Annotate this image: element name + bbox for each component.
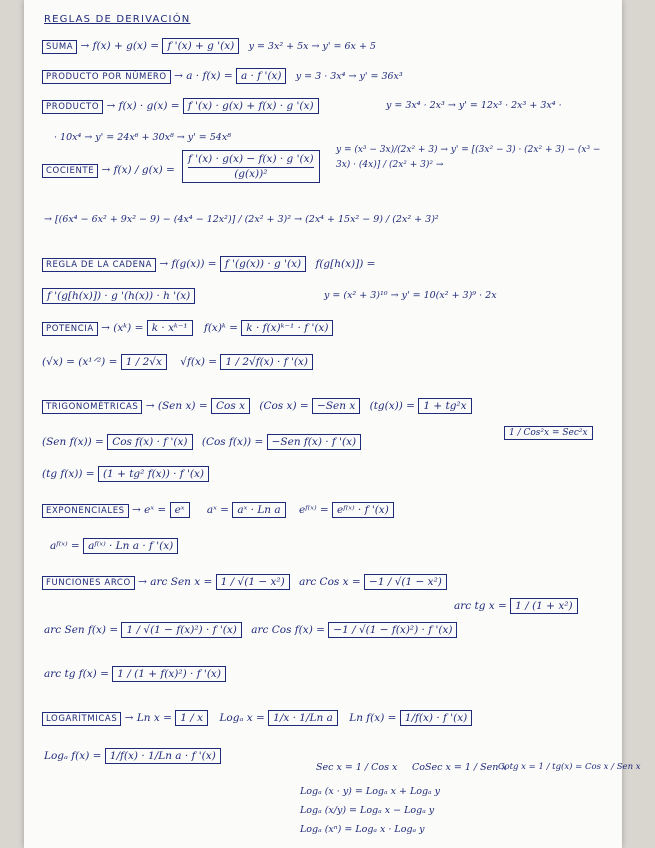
trig-tgf: (tg f(x)) = (42, 468, 98, 480)
trig-senf: (Sen f(x)) = (42, 436, 108, 448)
expo-line: EXPONENCIALES → eˣ = eˣ aˣ = aˣ · Ln a eᶠ⁽ˣ⁾ = eᶠ⁽ˣ⁾ · f '(x) (42, 504, 394, 516)
expo-ax: aˣ = (206, 504, 233, 516)
trig-tg-alt-box: 1 / Cos²x = Sec²x (504, 426, 593, 440)
identity-cotg: Cotg x = 1 / tg(x) = Cos x / Sen x (498, 762, 641, 772)
log-line: LOGARÍTMICAS → Ln x = 1 / x Logₐ x = 1/x · 1/Ln a Ln f(x) = 1/f(x) · f '(x) (42, 712, 472, 724)
expo-ex-result: eˣ (170, 502, 190, 518)
cociente-rule: f(x) / g(x) = (113, 164, 175, 176)
identity-log-power: Logₐ (xⁿ) = Logₐ x · Logₐ y (300, 824, 425, 835)
trig-tg: (tg(x)) = (369, 400, 419, 412)
expo-label: EXPONENCIALES (42, 504, 129, 518)
arco-atgf-line (44, 668, 226, 680)
page-title: REGLAS DE DERIVACIÓN (44, 14, 191, 25)
producto-numero-example: y = 3 · 3x⁴ → y' = 36x³ (295, 71, 403, 82)
expo-af-line (50, 540, 178, 552)
trig-tg-result: 1 + tg²x (418, 398, 471, 414)
producto-line: PRODUCTO → f(x) · g(x) = f '(x) · g(x) + f(x) · g '(x) (42, 100, 319, 112)
cadena-line: REGLA DE LA CADENA → f(g(x)) = f '(g(x)) · g '(x) f(g[h(x)]) = (42, 258, 375, 270)
log-loga-result: 1/x · 1/Ln a (268, 710, 338, 726)
producto-example-cont: · 10x⁴ → y' = 24x⁶ + 30x⁸ → y' = 54x⁸ (54, 132, 232, 143)
arco-acos: arc Cos x = (299, 576, 365, 588)
cadena-rule: f(g(x)) = (171, 258, 220, 270)
log-lnf-result: 1/f(x) · f '(x) (400, 710, 472, 726)
arco-asen-result: 1 / √(1 − x²) (216, 574, 290, 590)
suma-result: f '(x) + g '(x) (162, 38, 239, 54)
trig-cos-result: −Sen x (312, 398, 360, 414)
cociente-example-cont: → [(6x⁴ − 6x² + 9x² − 9) − (4x⁴ − 12x²)] / (2x² + 3)² → (2x⁴ + 15x² − 9) / (2x² + 3)² (44, 214, 439, 225)
suma-example: y = 3x² + 5x → y' = 6x + 5 (248, 41, 376, 52)
arco-atg-result: 1 / (1 + x²) (510, 598, 577, 614)
arco-asenf: arc Sen f(x) = (44, 624, 122, 636)
cociente-result-numerator: f '(x) · g(x) − f(x) · g '(x) (188, 153, 314, 165)
potencia-root-line (42, 356, 313, 368)
expo-ef: eᶠ⁽ˣ⁾ = (299, 504, 333, 516)
cadena-rule2: f(g[h(x)]) = (315, 258, 376, 270)
log-loga: Logₐ x = (219, 712, 269, 724)
suma-label: SUMA (42, 40, 77, 54)
producto-label: PRODUCTO (42, 100, 103, 114)
producto-numero-rule: a · f(x) = (186, 70, 236, 82)
potencia-rule: (xᵏ) = (113, 322, 147, 334)
potencia-root2: √f(x) = (180, 356, 221, 368)
identity-log-quotient: Logₐ (x/y) = Logₐ x − Logₐ y (300, 805, 435, 816)
cadena-line2 (42, 290, 195, 302)
trig-cos: (Cos x) = (259, 400, 313, 412)
identity-sec: Sec x = 1 / Cos x (316, 762, 398, 773)
cociente-line: COCIENTE → f(x) / g(x) = (42, 164, 175, 176)
potencia-line: POTENCIA → (xᵏ) = k · xᵏ⁻¹ f(x)ᵏ = k · f(x)ᵏ⁻¹ · f '(x) (42, 322, 333, 334)
cadena-label: REGLA DE LA CADENA (42, 258, 156, 272)
trig-cosf: (Cos f(x)) = (201, 436, 267, 448)
potencia-root: (√x) = (x¹ᐟ²) = (42, 356, 121, 368)
trig-tg-alt (504, 428, 593, 438)
producto-result: f '(x) · g(x) + f(x) · g '(x) (183, 98, 319, 114)
arco-label: FUNCIONES ARCO (42, 576, 135, 590)
expo-ex: eˣ = (144, 504, 170, 516)
producto-numero-result: a · f '(x) (236, 68, 287, 84)
log-lnf: Ln f(x) = (349, 712, 400, 724)
cociente-result (182, 150, 320, 183)
cociente-label: COCIENTE (42, 164, 98, 178)
producto-numero-label: PRODUCTO POR NÚMERO (42, 70, 171, 84)
trig-f-line (42, 436, 361, 448)
arco-atg-line (454, 600, 578, 612)
expo-ax-result: aˣ · Ln a (232, 502, 285, 518)
trig-cosf-result: −Sen f(x) · f '(x) (267, 434, 362, 450)
identity-log-product: Logₐ (x · y) = Logₐ x + Logₐ y (300, 786, 441, 797)
potencia-root2-result: 1 / 2√f(x) · f '(x) (220, 354, 313, 370)
trig-sen: (Sen x) = (157, 400, 211, 412)
notes-sheet (24, 0, 641, 848)
potencia-result2: k · f(x)ᵏ⁻¹ · f '(x) (241, 320, 333, 336)
arco-atg: arc tg x = (454, 600, 511, 612)
arco-asen: arc Sen x = (150, 576, 216, 588)
trig-line: TRIGONOMÉTRICAS → (Sen x) = Cos x (Cos x) = −Sen x (tg(x)) = 1 + tg²x (42, 400, 472, 412)
potencia-result: k · xᵏ⁻¹ (147, 320, 193, 336)
cociente-result-denominator: (g(x))² (188, 167, 314, 180)
suma-rule: f(x) + g(x) = (92, 40, 163, 52)
potencia-rule2: f(x)ᵏ = (203, 322, 242, 334)
producto-example: y = 3x⁴ · 2x³ → y' = 12x³ · 2x³ + 3x⁴ · (386, 100, 562, 111)
log-ln: Ln x = (136, 712, 176, 724)
arco-acosf-result: −1 / √(1 − f(x)²) · f '(x) (328, 622, 457, 638)
arco-f-line (44, 624, 457, 636)
expo-af-result: aᶠ⁽ˣ⁾ · Ln a · f '(x) (83, 538, 178, 554)
producto-numero-line: PRODUCTO POR NÚMERO → a · f(x) = a · f '(x) y = 3 · 3x⁴ → y' = 36x³ (42, 70, 403, 82)
arco-asenf-result: 1 / √(1 − f(x)²) · f '(x) (121, 622, 241, 638)
expo-af: aᶠ⁽ˣ⁾ = (50, 540, 84, 552)
cadena-result2: f '(g[h(x)]) · g '(h(x)) · h '(x) (42, 288, 195, 304)
log-label: LOGARÍTMICAS (42, 712, 121, 726)
arco-atgf-result: 1 / (1 + f(x)²) · f '(x) (112, 666, 226, 682)
expo-ef-result: eᶠ⁽ˣ⁾ · f '(x) (332, 502, 394, 518)
cadena-example: y = (x² + 3)¹⁰ → y' = 10(x² + 3)⁹ · 2x (324, 290, 497, 301)
arco-acos-result: −1 / √(1 − x²) (364, 574, 447, 590)
log-logaf-result: 1/f(x) · 1/Ln a · f '(x) (105, 748, 221, 764)
potencia-root-result: 1 / 2√x (121, 354, 167, 370)
log-ln-result: 1 / x (175, 710, 208, 726)
log-logaf-line (44, 750, 221, 762)
suma-line: SUMA → f(x) + g(x) = f '(x) + g '(x) y = 3x² + 5x → y' = 6x + 5 (42, 40, 376, 52)
trig-senf-result: Cos f(x) · f '(x) (107, 434, 192, 450)
trig-tgf-line (42, 468, 209, 480)
trig-tgf-result: (1 + tg² f(x)) · f '(x) (98, 466, 209, 482)
cociente-example: y = (x³ − 3x)/(2x² + 3) → y' = [(3x² − 3) · (2x² + 3) − (x³ − 3x) · (4x)] / (2x² + 3)² → (336, 145, 601, 170)
arco-atgf: arc tg f(x) = (44, 668, 113, 680)
trig-sen-result: Cos x (211, 398, 250, 414)
identity-cosec: CoSec x = 1 / Sen x (412, 762, 507, 773)
potencia-label: POTENCIA (42, 322, 98, 336)
cadena-result: f '(g(x)) · g '(x) (220, 256, 306, 272)
producto-rule: f(x) · g(x) = (118, 100, 183, 112)
trig-label: TRIGONOMÉTRICAS (42, 400, 142, 414)
arco-line: FUNCIONES ARCO → arc Sen x = 1 / √(1 − x²) arc Cos x = −1 / √(1 − x²) (42, 576, 447, 588)
arco-acosf: arc Cos f(x) = (251, 624, 329, 636)
log-logaf: Logₐ f(x) = (44, 750, 105, 762)
